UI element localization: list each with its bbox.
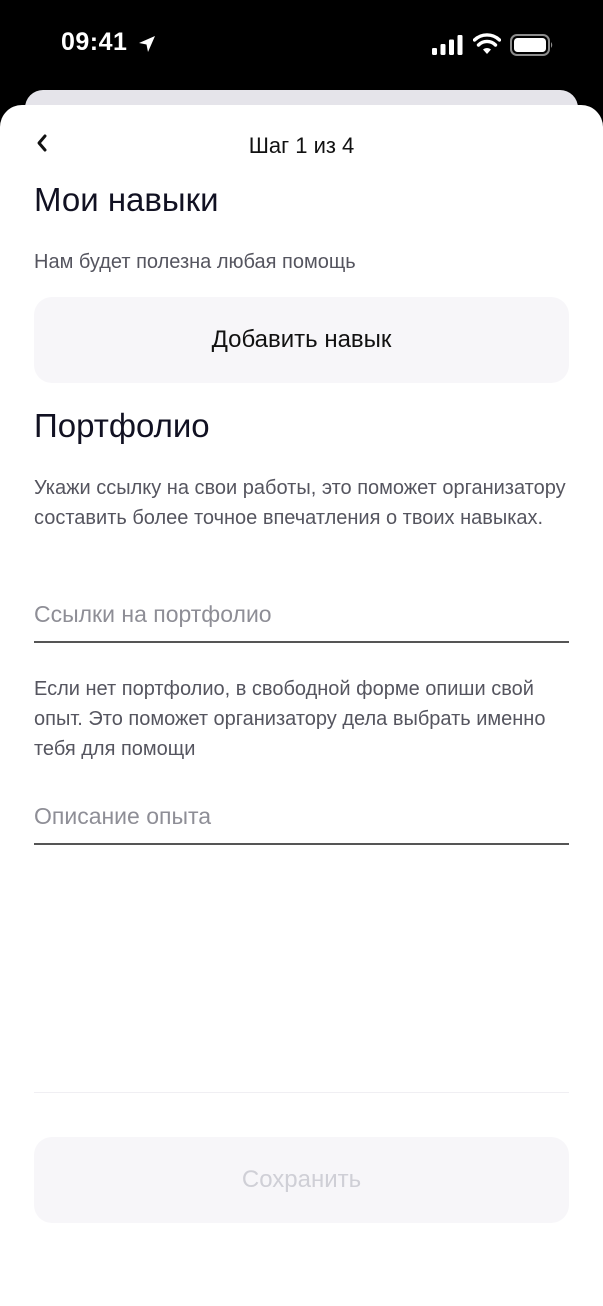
- portfolio-description: Укажи ссылку на свои работы, это поможет организатору составить более точное впечатления о твоих навыках.: [34, 477, 566, 529]
- portfolio-links-input[interactable]: [34, 591, 569, 637]
- experience-input[interactable]: [34, 793, 569, 839]
- wifi-icon: [473, 33, 501, 55]
- save-button[interactable]: Сохранить: [34, 1137, 569, 1223]
- status-bar: [0, 0, 603, 90]
- step-indicator: Шаг 1 из 4: [248, 133, 355, 158]
- skills-title: Мои навыки: [34, 181, 219, 218]
- skills-sheet: [0, 105, 603, 1306]
- location-arrow-icon: [137, 34, 157, 54]
- footer-divider: [34, 1092, 569, 1093]
- experience-field: [34, 793, 569, 845]
- add-skill-button[interactable]: Добавить навык: [34, 297, 569, 383]
- cellular-signal-icon: [432, 35, 464, 55]
- skills-subtitle: Нам будет полезна любая помощь: [34, 251, 356, 273]
- battery-icon: [510, 34, 554, 56]
- portfolio-title: Портфолио: [34, 407, 210, 444]
- portfolio-links-field: [34, 591, 569, 643]
- experience-hint: Если нет портфолио, в свободной форме опиши свой опыт. Это поможет организатору дела выбрать именно тебя для помощи: [34, 678, 546, 760]
- status-time: 09:41: [61, 28, 128, 56]
